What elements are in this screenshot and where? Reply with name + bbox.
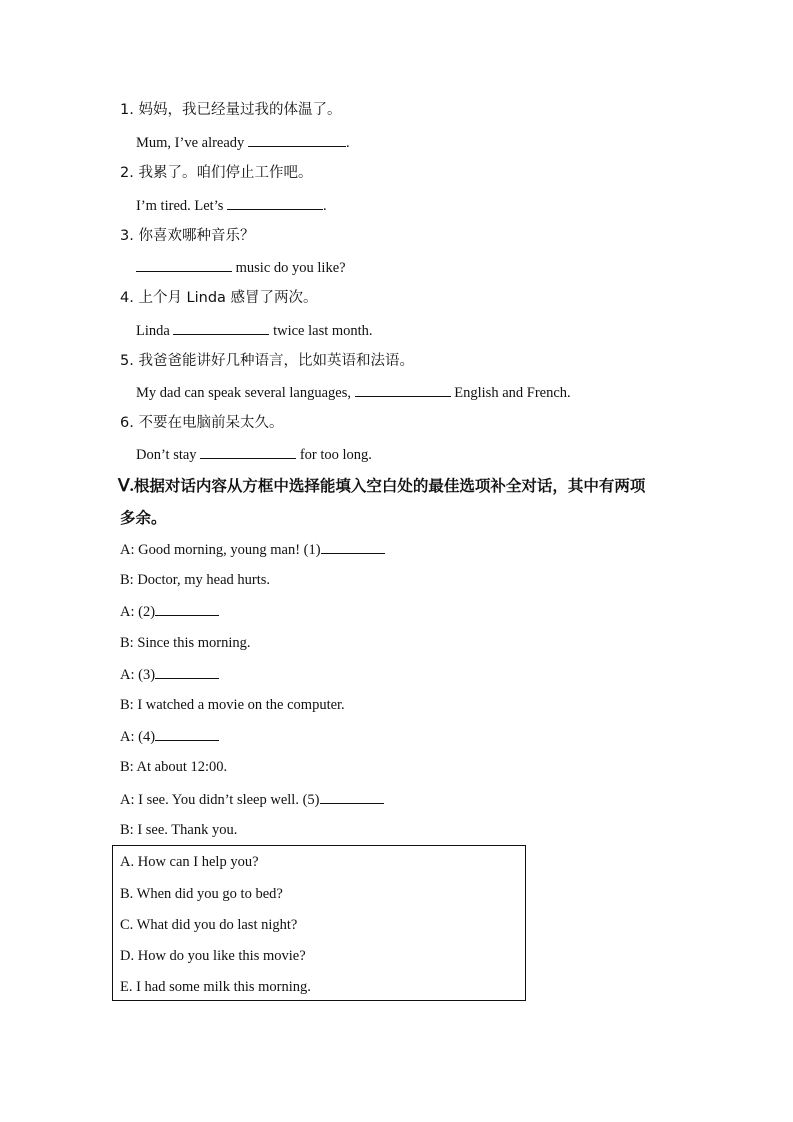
- item-6-chinese: 6. 不要在电脑前呆太久。: [120, 415, 284, 431]
- dialogue-blank-5[interactable]: [320, 789, 384, 804]
- item-6-english: [136, 444, 372, 465]
- item-1-text-after: .: [345, 135, 350, 151]
- item-2-blank[interactable]: [227, 195, 323, 210]
- item-6-blank[interactable]: [200, 444, 296, 459]
- section-5-title-line-1: 根据对话内容从方框中选择能填入空白处的最佳选项补全对话，其中有两项: [133, 477, 646, 495]
- dialogue-line-3: [120, 601, 219, 622]
- dialogue-line-9: [120, 789, 384, 810]
- dialogue-blank-2[interactable]: [155, 601, 219, 616]
- option-b: B. When did you go to bed?: [120, 886, 283, 902]
- dialogue-line-3-text: A: (2): [120, 604, 156, 620]
- item-1-text-before: Mum, I’ve already: [136, 135, 248, 151]
- item-2-chinese: 2. 我累了。咱们停止工作吧。: [120, 165, 313, 181]
- dialogue-line-9-text: A: I see. You didn’t sleep well. (5): [120, 792, 320, 808]
- item-3-text-after: music do you like?: [232, 260, 346, 276]
- dialogue-blank-3[interactable]: [155, 664, 219, 679]
- item-6-text-after: for too long.: [296, 447, 372, 463]
- item-4-blank[interactable]: [173, 320, 269, 335]
- dialogue-blank-1[interactable]: [321, 539, 385, 554]
- item-4-english: [136, 320, 373, 341]
- item-4-text-before: Linda: [136, 323, 174, 339]
- section-5-heading: [118, 476, 645, 497]
- item-2-text-after: .: [323, 198, 327, 214]
- dialogue-line-5: [120, 664, 219, 685]
- dialogue-line-6: B: I watched a movie on the computer.: [120, 697, 345, 713]
- item-4-text-after: twice last month.: [269, 323, 373, 339]
- item-2-text-before: I’m tired. Let’s: [136, 198, 228, 214]
- item-5-text-after: English and French.: [450, 385, 571, 401]
- item-5-chinese: 5. 我爸爸能讲好几种语言，比如英语和法语。: [120, 353, 414, 369]
- item-6-text-before: Don’t stay: [136, 447, 201, 463]
- item-5-english: [136, 382, 571, 403]
- dialogue-line-1: [120, 539, 385, 560]
- section-5-numeral: Ⅴ.: [118, 476, 134, 495]
- item-3-chinese: 3. 你喜欢哪种音乐？: [120, 228, 255, 244]
- dialogue-blank-4[interactable]: [155, 726, 219, 741]
- section-5-title-line-2: 多余。: [120, 509, 167, 527]
- item-1-blank[interactable]: [248, 132, 346, 147]
- option-a: A. How can I help you?: [120, 854, 259, 870]
- item-3-english: [136, 257, 346, 278]
- option-c: C. What did you do last night?: [120, 917, 298, 933]
- options-box: [112, 845, 526, 1001]
- dialogue-line-1-text: A: Good morning, young man! (1): [120, 542, 321, 558]
- item-1-chinese: 1. 妈妈，我已经量过我的体温了。: [120, 102, 342, 118]
- item-3-blank[interactable]: [136, 257, 232, 272]
- item-5-blank[interactable]: [355, 382, 451, 397]
- dialogue-line-7: [120, 726, 219, 747]
- dialogue-line-5-text: A: (3): [120, 667, 156, 683]
- option-e: E. I had some milk this morning.: [120, 979, 311, 995]
- item-1-english: [136, 132, 350, 153]
- dialogue-line-2: B: Doctor, my head hurts.: [120, 572, 271, 588]
- item-4-chinese: 4. 上个月 Linda 感冒了两次。: [120, 290, 318, 306]
- dialogue-line-8: B: At about 12:00.: [120, 759, 228, 775]
- option-d: D. How do you like this movie?: [120, 948, 306, 964]
- dialogue-line-4: B: Since this morning.: [120, 635, 251, 651]
- dialogue-line-7-text: A: (4): [120, 729, 156, 745]
- item-5-text-before: My dad can speak several languages,: [136, 385, 355, 401]
- dialogue-line-10: B: I see. Thank you.: [120, 822, 238, 838]
- item-2-english: [136, 195, 327, 216]
